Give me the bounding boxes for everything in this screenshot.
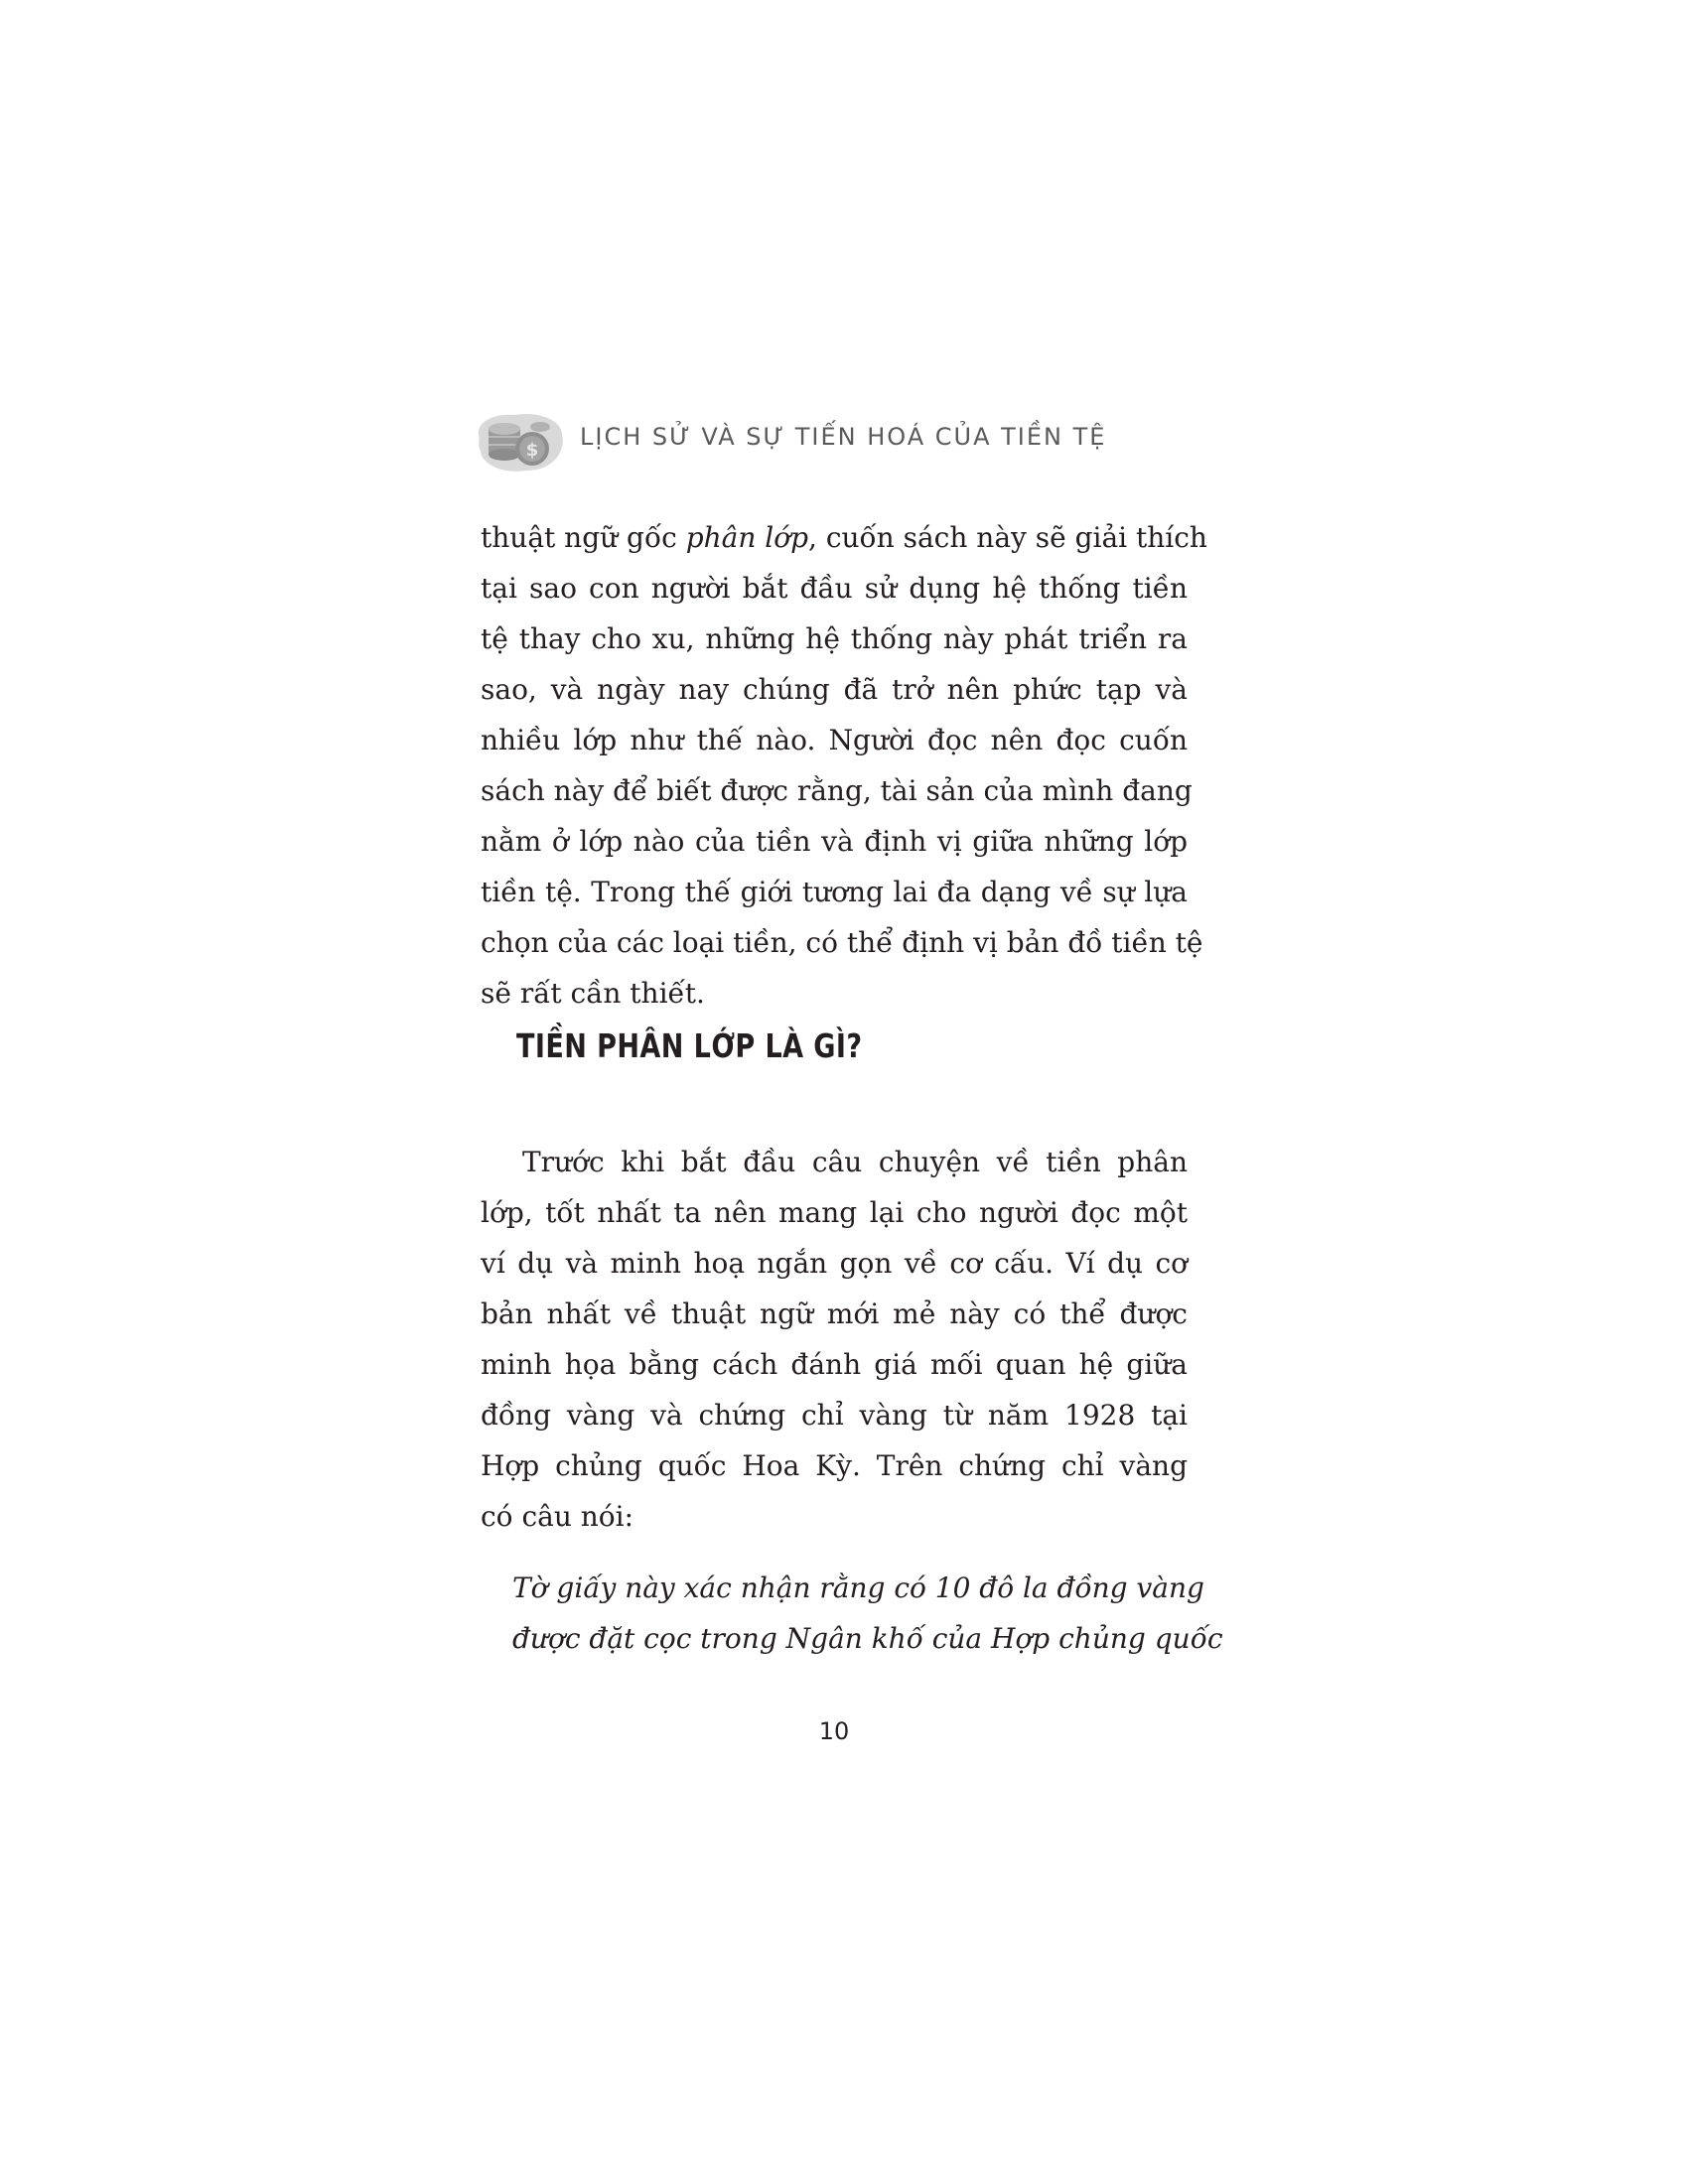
text-line: minh họa bằng cách đánh giá mối quan hệ giữa <box>481 1348 1188 1381</box>
text-line: sẽ rất cần thiết. <box>481 977 705 1010</box>
svg-text:$: $ <box>525 440 539 461</box>
block-quote <box>512 1563 1223 1664</box>
text-line: lớp, tốt nhất ta nên mang lại cho người đọc một <box>481 1196 1188 1229</box>
text-segment: thuật ngữ gốc <box>481 521 686 554</box>
text-line: đồng vàng và chứng chỉ vàng từ năm 1928 tại <box>481 1399 1188 1432</box>
text-line: nằm ở lớp nào của tiền và định vị giữa những lớp <box>481 825 1188 858</box>
paragraph-1 <box>481 512 1207 1019</box>
text-line: bản nhất về thuật ngữ mới mẻ này có thể được <box>481 1297 1188 1330</box>
text-line: nhiều lớp như thế nào. Người đọc nên đọc cuốn <box>481 724 1188 756</box>
coin-stack-icon <box>475 405 566 478</box>
quote-line: Tờ giấy này xác nhận rằng có 10 đô la đồng vàng <box>512 1571 1204 1604</box>
text-line: có câu nói: <box>481 1500 634 1533</box>
quote-line: được đặt cọc trong Ngân khố của Hợp chủng quốc <box>512 1622 1223 1655</box>
text-line: chọn của các loại tiền, có thể định vị bản đồ tiền tệ <box>481 926 1203 959</box>
text-line: ví dụ và minh hoạ ngắn gọn về cơ cấu. Ví dụ cơ <box>481 1247 1188 1280</box>
running-title: LỊCH SỬ VÀ SỰ TIẾN HOÁ CỦA TIỀN TỆ <box>580 423 1107 451</box>
text-line: Hợp chủng quốc Hoa Kỳ. Trên chứng chỉ vàng <box>481 1449 1188 1482</box>
text-line: tại sao con người bắt đầu sử dụng hệ thống tiền <box>481 572 1188 605</box>
text-segment: , cuốn sách này sẽ giải thích <box>808 521 1207 554</box>
text-line: sao, và ngày nay chúng đã trở nên phức tạp và <box>481 673 1188 706</box>
text-line: Trước khi bắt đầu câu chuyện về tiền phân <box>522 1146 1188 1178</box>
section-heading: TIỀN PHÂN LỚP LÀ GÌ? <box>516 1026 863 1065</box>
running-header <box>475 405 1229 478</box>
text-line: tiền tệ. Trong thế giới tương lai đa dạng về sự lựa <box>481 876 1188 908</box>
emphasized-term: phân lớp <box>685 521 809 554</box>
page-number: 10 <box>818 1717 850 1745</box>
text-line: tệ thay cho xu, những hệ thống này phát triển ra <box>481 622 1188 655</box>
text-line: sách này để biết được rằng, tài sản của mình đang <box>481 774 1193 807</box>
text-line <box>481 512 1207 563</box>
paragraph-2 <box>481 1137 1188 1542</box>
